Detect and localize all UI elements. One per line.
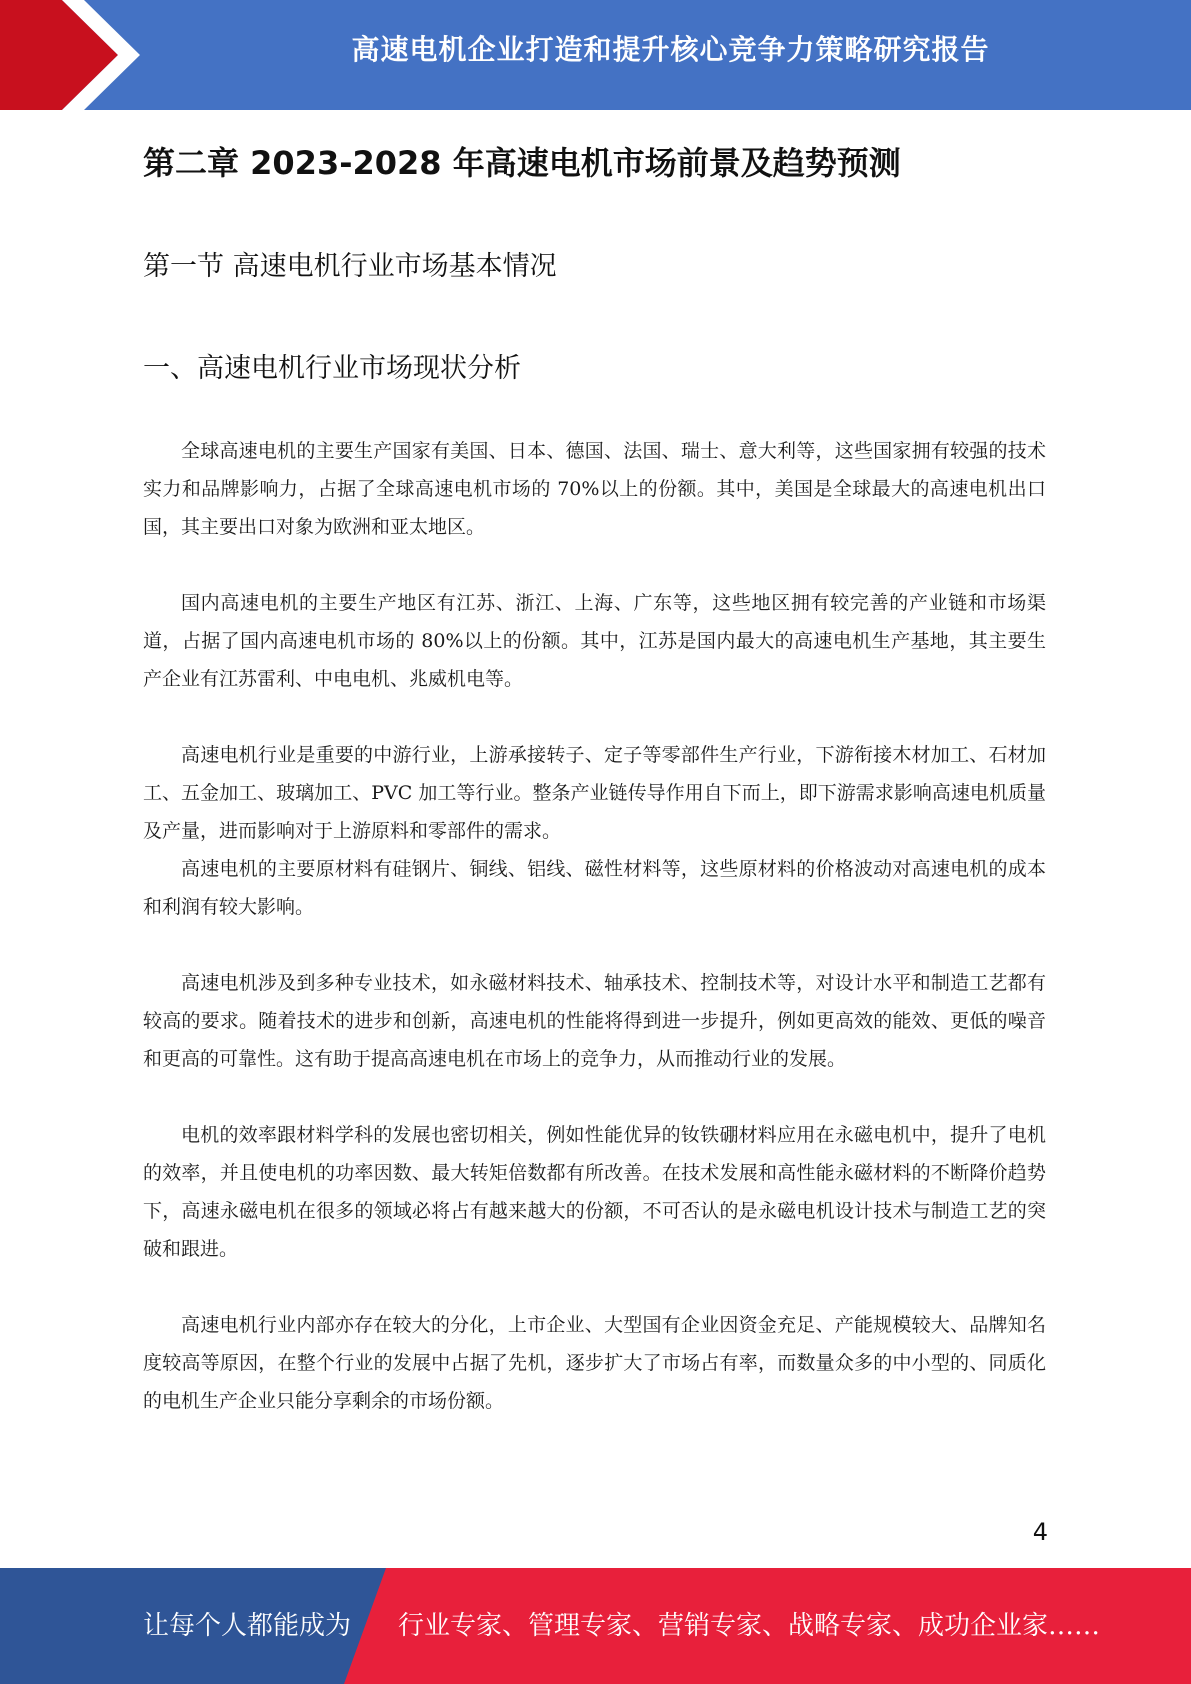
body-content <box>143 432 1046 1420</box>
footer-bar <box>0 1568 1191 1684</box>
subsection-title: 一、高速电机行业市场现状分析 <box>143 353 521 384</box>
paragraph-global-producers: 全球高速电机的主要生产国家有美国、日本、德国、法国、瑞士、意大利等，这些国家拥有较强的技术实力和品牌影响力，占据了全球高速电机市场的 70%以上的份额。其中，美国是全球最大的高速电机出口国，其主要出口对象为欧洲和亚太地区。 <box>143 440 1046 538</box>
paragraph-materials-science: 电机的效率跟材料学科的发展也密切相关，例如性能优异的钕铁硼材料应用在永磁电机中，提升了电机的效率，并且使电机的功率因数、最大转矩倍数都有所改善。在技术发展和高性能永磁材料的不断降价趋势下，高速永磁电机在很多的领域必将占有越来越大的份额，不可否认的是永磁电机设计技术与制造工艺的突破和跟进。 <box>143 1124 1046 1260</box>
paragraph-industry-chain: 高速电机行业是重要的中游行业，上游承接转子、定子等零部件生产行业，下游衔接木材加工、石材加工、五金加工、玻璃加工、PVC 加工等行业。整条产业链传导作用自下而上，即下游需求影响高速电机质量及产量，进而影响对于上游原料和零部件的需求。 <box>143 744 1046 842</box>
footer-slogan-right: 行业专家、管理专家、营销专家、战略专家、成功企业家…… <box>398 1611 1101 1641</box>
header-bar <box>0 0 1191 110</box>
paragraph-domestic-regions: 国内高速电机的主要生产地区有江苏、浙江、上海、广东等，这些地区拥有较完善的产业链和市场渠道，占据了国内高速电机市场的 80%以上的份额。其中，江苏是国内最大的高速电机生产基地，其主要生产企业有江苏雷利、中电电机、兆威机电等。 <box>143 592 1046 690</box>
report-title: 高速电机企业打造和提升核心竞争力策略研究报告 <box>351 33 990 66</box>
page-number: 4 <box>1032 1518 1048 1546</box>
paragraph-technology: 高速电机涉及到多种专业技术，如永磁材料技术、轴承技术、控制技术等，对设计水平和制造工艺都有较高的要求。随着技术的进步和创新，高速电机的性能将得到进一步提升，例如更高效的能效、更低的噪音和更高的可靠性。这有助于提高高速电机在市场上的竞争力，从而推动行业的发展。 <box>143 972 1046 1070</box>
paragraph-market-differentiation: 高速电机行业内部亦存在较大的分化，上市企业、大型国有企业因资金充足、产能规模较大、品牌知名度较高等原因，在整个行业的发展中占据了先机，逐步扩大了市场占有率，而数量众多的中小型的、同质化的电机生产企业只能分享剩余的市场份额。 <box>143 1314 1046 1412</box>
footer-slogan-left: 让每个人都能成为 <box>143 1611 352 1641</box>
paragraph-raw-materials: 高速电机的主要原材料有硅钢片、铜线、铝线、磁性材料等，这些原材料的价格波动对高速电机的成本和利润有较大影响。 <box>143 858 1046 918</box>
chapter-title: 第二章 2023-2028 年高速电机市场前景及趋势预测 <box>143 144 901 182</box>
header-arrow-decoration <box>0 0 160 110</box>
section-title: 第一节 高速电机行业市场基本情况 <box>143 251 557 282</box>
